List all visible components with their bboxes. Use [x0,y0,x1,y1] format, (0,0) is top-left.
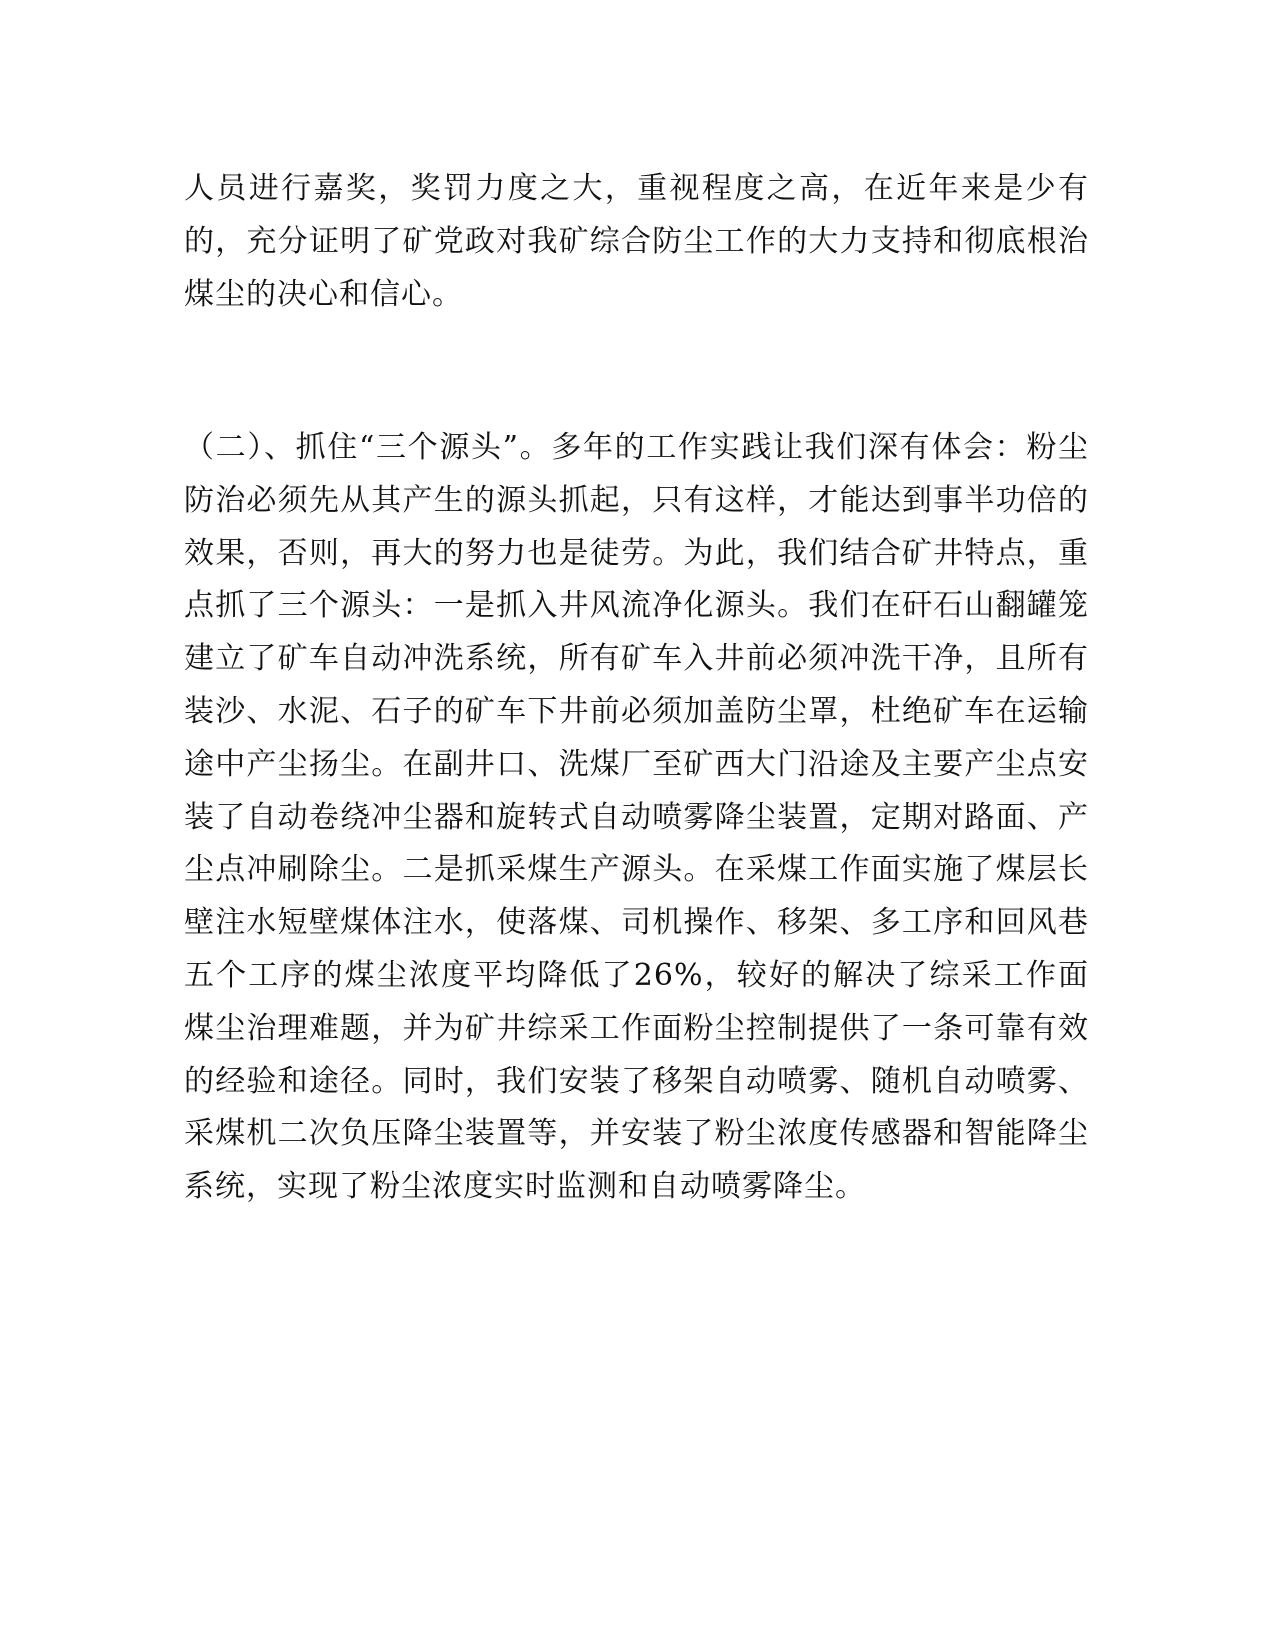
paragraph-2: （二）、抓住“三个源头”。多年的工作实践让我们深有体会：粉尘防治必须先从其产生的源头抓起，只有这样，才能达到事半功倍的效果，否则，再大的努力也是徒劳。为此，我们结合矿井特点，重点抓了三个源头：一是抓入井风流净化源头。我们在矸石山翻罐笼建立了矿车自动冲洗系统，所有矿车入井前必须冲洗干净，且所有装沙、水泥、石子的矿车下井前必须加盖防尘罩，杜绝矿车在运输途中产尘扬尘。在副井口、洗煤厂至矿西大门沿途及主要产尘点安装了自动卷绕冲尘器和旋转式自动喷雾降尘装置，定期对路面、产尘点冲刷除尘。二是抓采煤生产源头。在采煤工作面实施了煤层长壁注水短壁煤体注水，使落煤、司机操作、移架、多工序和回风巷五个工序的煤尘浓度平均降低了26%，较好的解决了综采工作面煤尘治理难题，并为矿井综采工作面粉尘控制提供了一条可靠有效的经验和途径。同时，我们安装了移架自动喷雾、随机自动喷雾、采煤机二次负压降尘装置等，并安装了粉尘浓度传感器和智能降尘系统，实现了粉尘浓度实时监测和自动喷雾降尘。 [184,430,1089,1205]
paragraph-1: 人员进行嘉奖，奖罚力度之大，重视程度之高，在近年来是少有的，充分证明了矿党政对我矿综合防尘工作的大力支持和彻底根治煤尘的决心和信心。 [184,171,1089,312]
